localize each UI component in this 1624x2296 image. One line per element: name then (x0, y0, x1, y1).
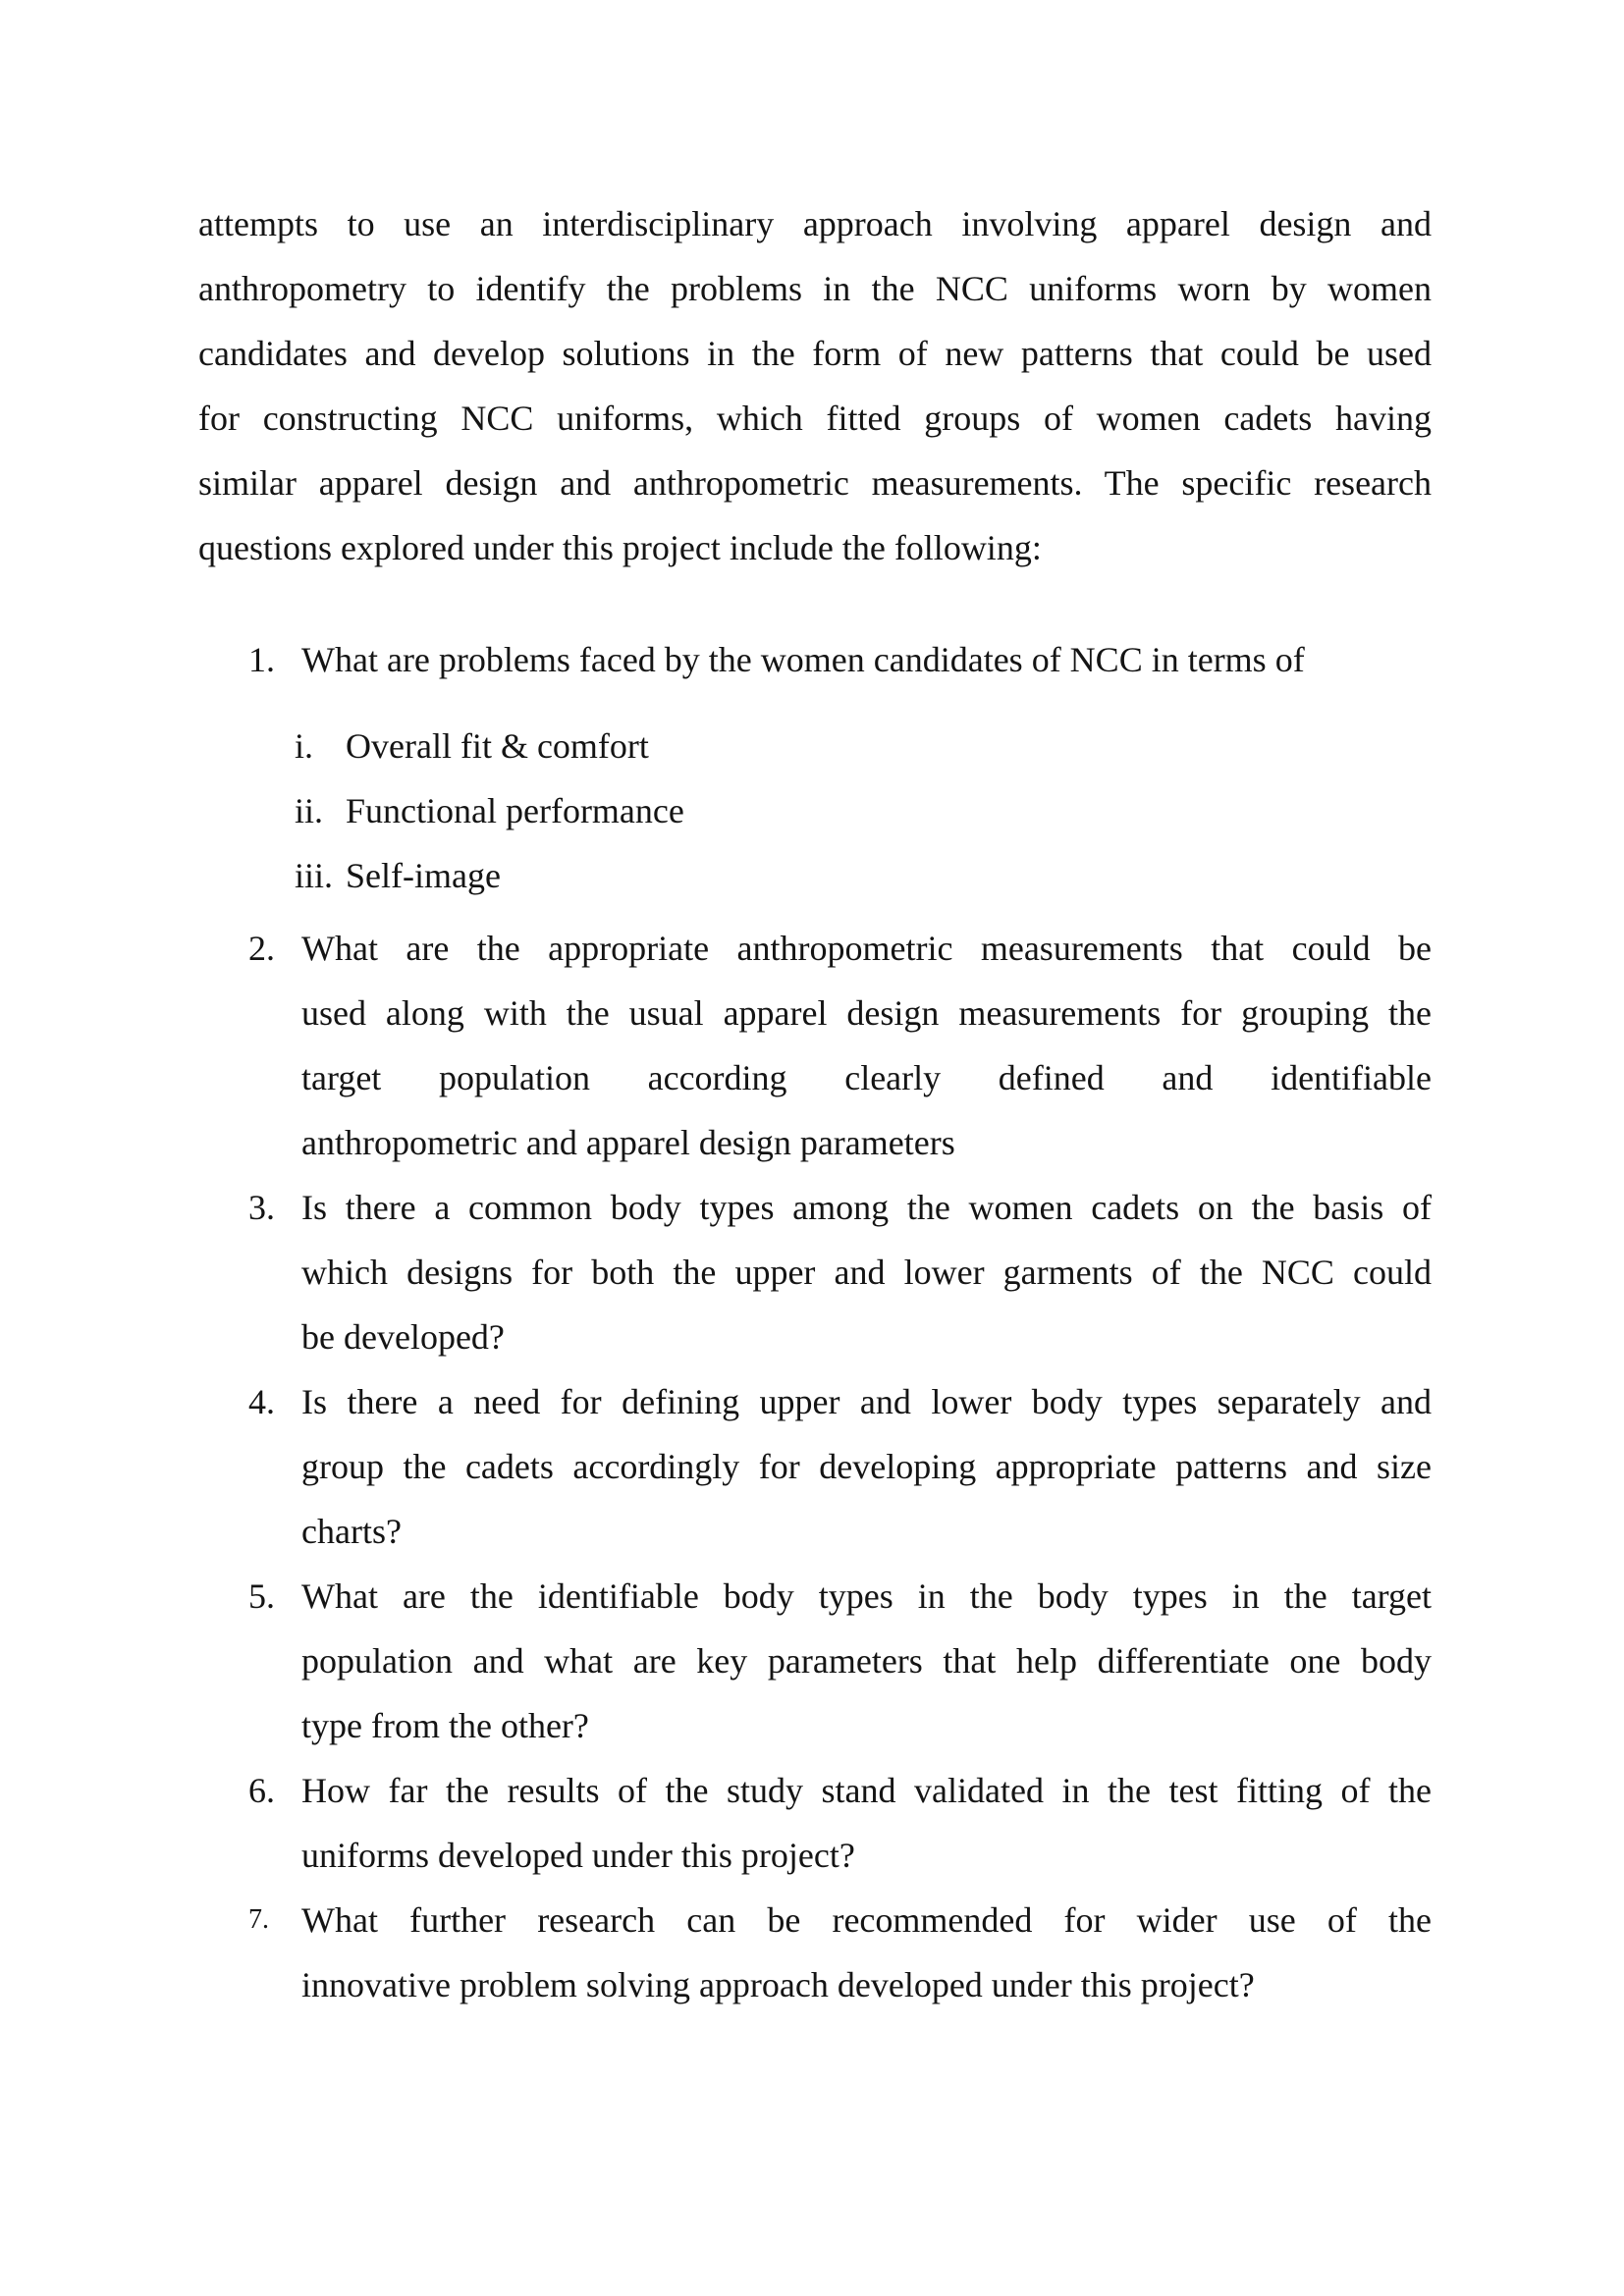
list-number: 3. (248, 1188, 275, 1227)
list-line: used along with the usual apparel design measurements for grouping the (301, 993, 1432, 1033)
research-questions-list (198, 627, 1432, 2017)
sub-list-number: i. (295, 726, 314, 766)
sub-list-item (198, 714, 1432, 778)
paragraph-line: questions explored under this project include the following: (198, 528, 1042, 567)
list-item-3 (198, 1175, 1432, 1369)
list-line: Is there a need for defining upper and lower body types separately and (301, 1382, 1432, 1421)
paragraph-line: anthropometry to identify the problems in the NCC uniforms worn by women (198, 269, 1432, 308)
list-number: 7. (248, 1904, 269, 1935)
sub-list (198, 714, 1432, 908)
list-item-7 (198, 1888, 1432, 2017)
list-line: target population according clearly defined and identifiable (301, 1058, 1432, 1097)
paragraph-line: for constructing NCC uniforms, which fitted groups of women cadets having (198, 399, 1432, 438)
list-item-1 (198, 627, 1432, 908)
paragraph-line: attempts to use an interdisciplinary approach involving apparel design and (198, 204, 1432, 243)
list-line: uniforms developed under this project? (301, 1836, 855, 1875)
list-line: Is there a common body types among the women cadets on the basis of (301, 1188, 1432, 1227)
list-item-4 (198, 1369, 1432, 1564)
list-line: anthropometric and apparel design parameters (301, 1123, 955, 1162)
list-line: which designs for both the upper and lower garments of the NCC could (301, 1253, 1432, 1292)
list-number: 4. (248, 1382, 275, 1421)
paragraph-line: similar apparel design and anthropometric measurements. The specific research (198, 463, 1432, 503)
list-number: 2. (248, 929, 275, 968)
sub-list-text: Functional performance (346, 791, 684, 830)
list-line: What are problems faced by the women candidates of NCC in terms of (301, 640, 1305, 679)
sub-list-number: ii. (295, 791, 324, 830)
list-line: innovative problem solving approach developed under this project? (301, 1965, 1255, 2004)
paragraph-line: candidates and develop solutions in the form of new patterns that could be used (198, 334, 1432, 373)
list-number: 5. (248, 1576, 275, 1616)
sub-list-item (198, 843, 1432, 908)
list-number: 6. (248, 1771, 275, 1810)
list-item-5 (198, 1564, 1432, 1758)
sub-list-text: Overall fit & comfort (346, 726, 649, 766)
list-line: be developed? (301, 1317, 505, 1357)
intro-paragraph (198, 191, 1432, 580)
list-line: What are the identifiable body types in the body types in the target (301, 1576, 1432, 1616)
list-line: charts? (301, 1512, 402, 1551)
list-line: group the cadets accordingly for developing appropriate patterns and size (301, 1447, 1432, 1486)
sub-list-number: iii. (295, 856, 334, 895)
list-line: What further research can be recommended for wider use of the (301, 1900, 1432, 1940)
list-item-6 (198, 1758, 1432, 1888)
list-number: 1. (248, 640, 275, 679)
list-item-2 (198, 916, 1432, 1175)
sub-list-item (198, 778, 1432, 843)
list-line: How far the results of the study stand validated in the test fitting of the (301, 1771, 1432, 1810)
sub-list-text: Self-image (346, 856, 501, 895)
list-line: What are the appropriate anthropometric measurements that could be (301, 929, 1432, 968)
list-line: type from the other? (301, 1706, 589, 1745)
list-line: population and what are key parameters that help differentiate one body (301, 1641, 1432, 1681)
